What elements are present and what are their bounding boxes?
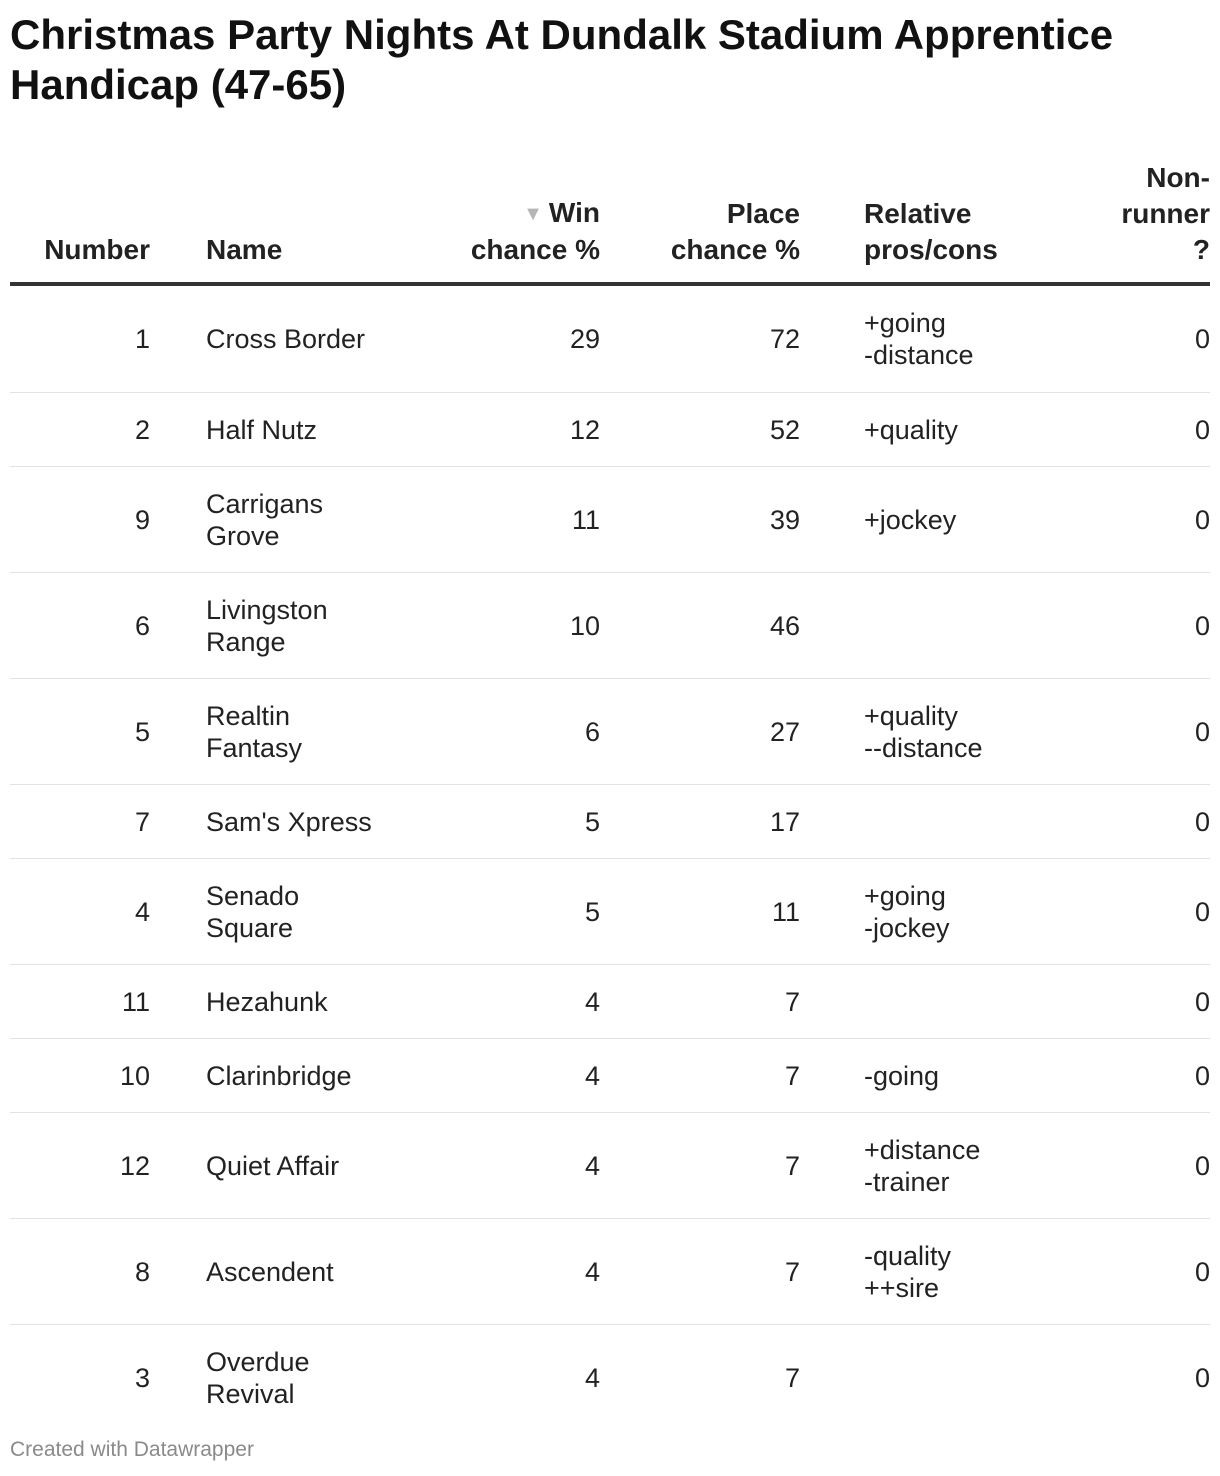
table-row [10,785,1210,859]
cell-number: 6 [10,573,170,679]
table-row [10,573,1210,679]
header-non-runner[interactable]: Non-runner? [1010,160,1210,284]
runner-name: Realtin Fantasy [206,700,303,763]
cell-win-chance: 4 [400,1039,600,1113]
runners-table [10,160,1210,1430]
cell-place-chance: 11 [600,859,800,965]
cell-non-runner: 0 [1010,1039,1210,1113]
cell-place-chance: 7 [600,965,800,1039]
cell-pros-cons [800,1325,1010,1431]
header-pros-cons[interactable]: Relative pros/cons [800,160,1010,284]
header-number[interactable]: Number [10,160,170,284]
table-row [10,1113,1210,1219]
cell-number: 8 [10,1219,170,1325]
runner-name: Quiet Affair [206,1150,340,1181]
cell-non-runner: 0 [1010,573,1210,679]
cell-name [170,859,400,965]
cell-pros-cons: +jockey [800,467,1010,573]
cell-place-chance: 72 [600,284,800,393]
table-header [10,160,1210,284]
cell-number: 7 [10,785,170,859]
runner-name: Senado Square [206,880,300,943]
cell-non-runner: 0 [1010,965,1210,1039]
runner-name: Carrigans Grove [206,488,324,551]
header-name[interactable]: Name [170,160,400,284]
table-row [10,393,1210,467]
cell-pros-cons [800,573,1010,679]
header-row [10,160,1210,284]
cell-number: 1 [10,284,170,393]
cell-pros-cons: -quality ++sire [800,1219,1010,1325]
cell-pros-cons [800,965,1010,1039]
cell-name [170,785,400,859]
runner-name: Half Nutz [206,414,318,445]
cell-win-chance: 12 [400,393,600,467]
runner-name: Overdue Revival [206,1346,310,1409]
table-row [10,965,1210,1039]
cell-pros-cons: +going -jockey [800,859,1010,965]
cell-win-chance: 4 [400,1113,600,1219]
runner-name: Livingston Range [206,594,328,657]
cell-win-chance: 5 [400,785,600,859]
cell-place-chance: 7 [784,1362,800,1393]
cell-number: 9 [10,467,170,573]
cell-name [170,284,400,393]
cell-place-chance: 7 [600,1039,800,1113]
cell-name [170,1113,400,1219]
cell-pros-cons [800,785,1010,859]
cell-pros-cons: +quality [800,393,1010,467]
cell-number: 10 [10,1039,170,1113]
runner-name: Clarinbridge [206,1060,352,1091]
cell-number: 4 [10,859,170,965]
cell-place-chance: 7 [600,1113,800,1219]
cell-win-chance: 11 [400,467,600,573]
cell-place-chance: 46 [600,573,800,679]
table-row [10,284,1210,393]
cell-non-runner: 0 [1010,1219,1210,1325]
runner-name: Ascendent [206,1256,334,1287]
table-row [10,1219,1210,1325]
cell-place-chance: 17 [600,785,800,859]
runner-name: Cross Border [206,324,366,354]
cell-number: 5 [10,679,170,785]
cell-name [170,965,400,1039]
triangle-down-icon: ▼ [523,203,543,225]
cell-win-chance: 5 [400,859,600,965]
cell-non-runner: 0 [1010,467,1210,573]
cell-name [170,1039,400,1113]
table-row [10,1325,1210,1431]
cell-name [170,573,400,679]
table-row [10,859,1210,965]
cell-non-runner: 0 [1194,1362,1210,1393]
cell-non-runner: 0 [1010,1113,1210,1219]
cell-pros-cons: +distance -trainer [800,1113,1010,1219]
cell-name [170,679,400,785]
cell-win-chance: 6 [400,679,600,785]
cell-pros-cons: -going [800,1039,1010,1113]
table-row [10,679,1210,785]
header-place-chance[interactable]: Place chance % [600,160,800,284]
cell-win-chance: 4 [584,1362,600,1393]
chart-title: Christmas Party Nights At Dundalk Stadium Apprentice Handicap (47-65) [10,11,1114,108]
cell-win-chance: 4 [400,1219,600,1325]
cell-pros-cons: +going -distance [800,284,1010,393]
footer-credit: Created with Datawrapper [10,1438,254,1461]
header-win-chance-label: Win chance % [470,197,600,265]
cell-name [170,1325,400,1431]
cell-name [170,1219,400,1325]
cell-win-chance: 29 [400,284,600,393]
cell-non-runner: 0 [1010,393,1210,467]
table-body [10,284,1210,1430]
cell-place-chance: 39 [600,467,800,573]
cell-non-runner: 0 [1010,679,1210,785]
cell-name [170,467,400,573]
cell-pros-cons: +quality --distance [800,679,1010,785]
runner-name: Hezahunk [206,986,328,1017]
cell-number: 11 [10,965,170,1039]
cell-non-runner: 0 [1010,284,1210,393]
table-row [10,1039,1210,1113]
cell-non-runner: 0 [1010,785,1210,859]
cell-number: 2 [10,393,170,467]
cell-name [170,393,400,467]
cell-non-runner: 0 [1010,859,1210,965]
cell-place-chance: 7 [600,1219,800,1325]
header-win-chance[interactable] [400,160,600,284]
cell-place-chance: 27 [600,679,800,785]
cell-win-chance: 10 [400,573,600,679]
cell-number: 12 [10,1113,170,1219]
cell-place-chance: 52 [600,393,800,467]
cell-number: 3 [134,1362,150,1393]
cell-win-chance: 4 [400,965,600,1039]
table-row [10,467,1210,573]
runner-name: Sam's Xpress [206,806,372,837]
